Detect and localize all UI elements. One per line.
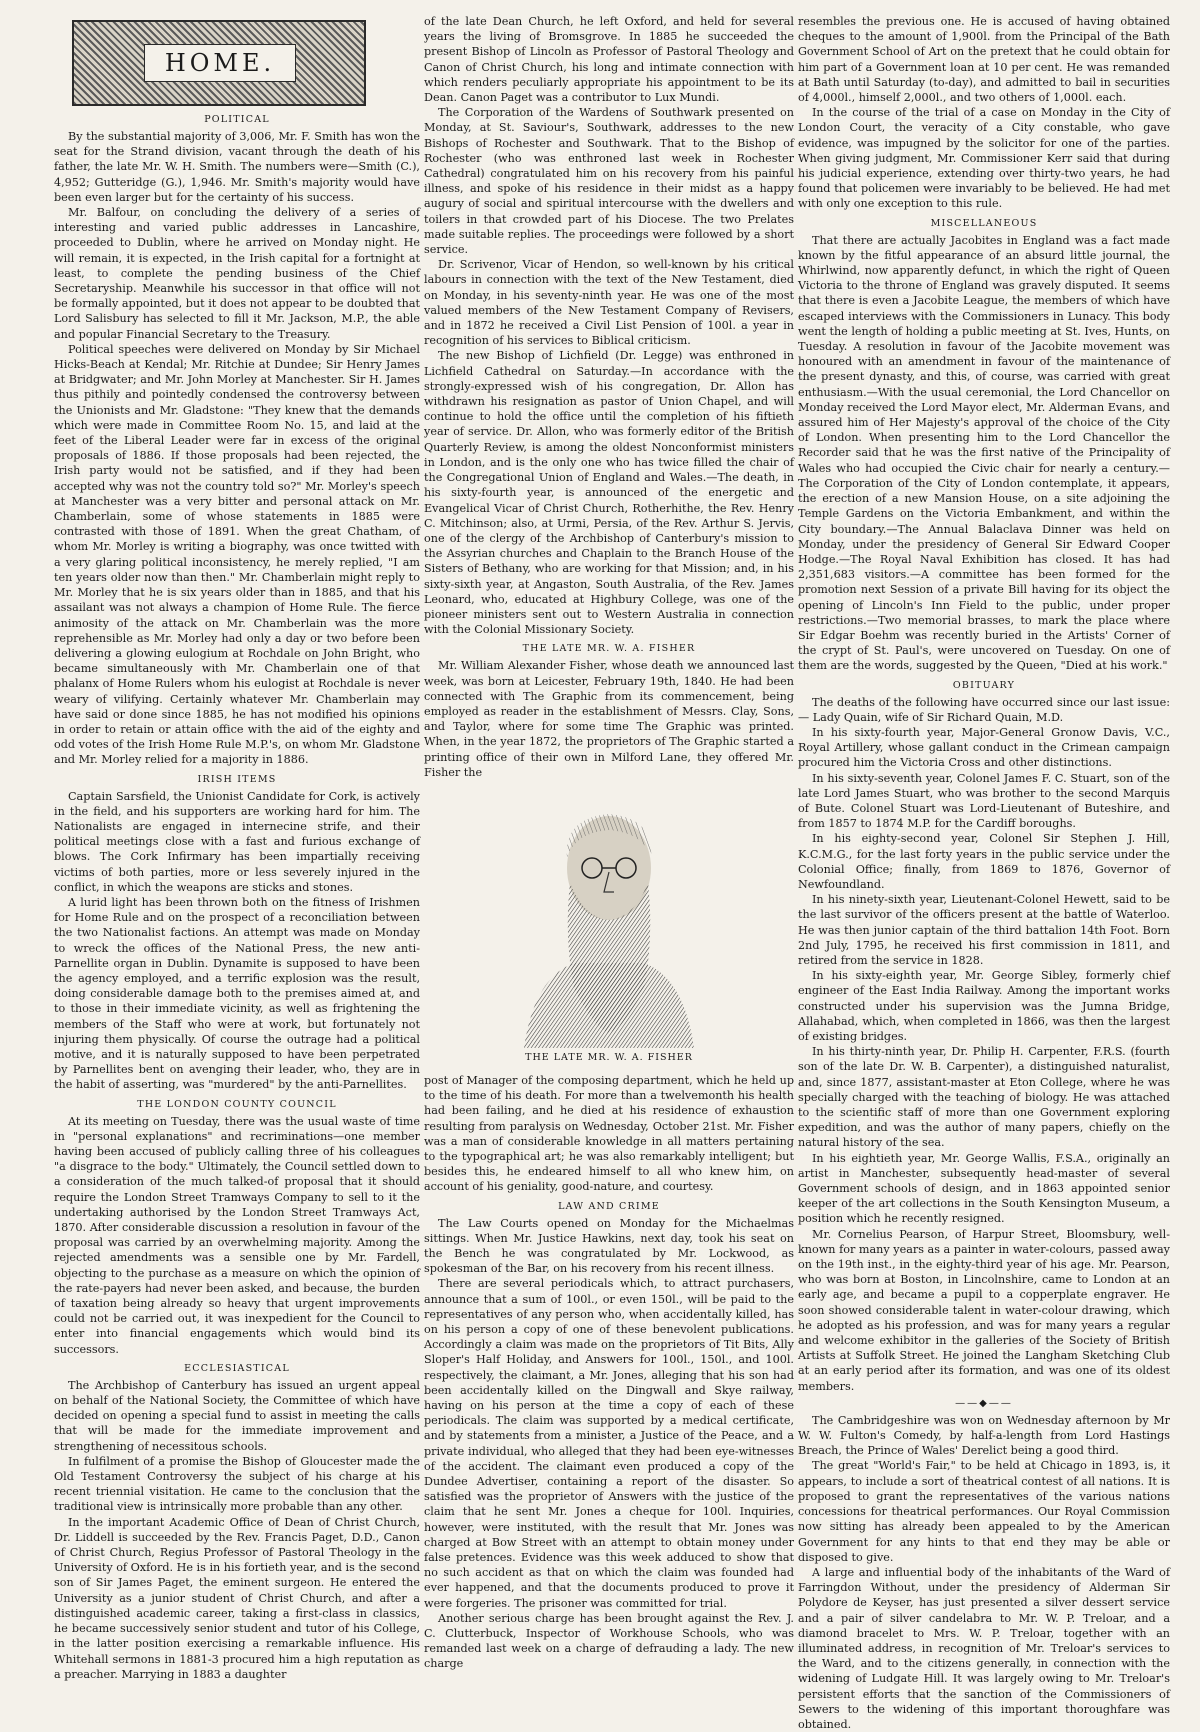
article-paragraph: In his sixty-eighth year, Mr. George Sibley, formerly chief engineer of the East India Railway. Among the important works constructed under his supervision was the Jumna Bridge, Allahabad, which, when completed in 1866, was then the largest of existing bridges. bbox=[798, 969, 1170, 1043]
home-masthead-banner bbox=[72, 20, 366, 106]
article-paragraph: The Archbishop of Canterbury has issued an urgent appeal on behalf of the National Society, the Committee of which have decided on opening a special fund to assist in meeting the calls that will be made for the immediate improvement and strengthening of necessitous schools. bbox=[54, 1378, 420, 1453]
portrait-caption: THE LATE MR. W. A. FISHER bbox=[525, 1051, 693, 1063]
article-paragraph: In his sixty-seventh year, Colonel James F. C. Stuart, son of the late Lord James Stuart, who was brother to the second Marquis of Bute. Colonel Stuart was Lord-Lieutenant of Buteshire, and from 1857 to 1874 M.P. for the Cardiff boroughs. bbox=[798, 771, 1170, 831]
masthead-title: HOME. bbox=[144, 44, 296, 82]
section-heading-political: POLITICAL bbox=[204, 114, 270, 125]
section-heading-ecclesiastical: ECCLESIASTICAL bbox=[184, 1362, 290, 1374]
article-paragraph: By the substantial majority of 3,006, Mr. F. Smith has won the seat for the Strand division, vacant through the death of his father, the late Mr. W. H. Smith. The numbers were—Smith (C.), 4,952; Gutteridge (G.), 1,946. Mr. Smith's majority would have been even larger but for the certainty of his success. bbox=[54, 130, 420, 204]
article-paragraph: Political speeches were delivered on Monday by Sir Michael Hicks-Beach at Kendal; Mr. Ritchie at Dundee; Sir Henry James at Bridgwater; and Mr. John Morley at Manchester. Sir H. James thus pithily and pointedly condensed the controversy between the Unionists and Mr. Gladstone: "They knew that the demands which were made in Committee Room No. 15, and laid at the feet of the Liberal Leader were far in excess of the original proposals of 1886. If those proposals had been rejected, the Irish party would not be satisfied, and if they had been accepted why was not the country told so?" Mr. Morley's speech at Manchester was a very bitter and personal attack on Mr. Chamberlain, some of whose statements in 1885 were contrasted with those of 1891. When the great Chatham, of whom Mr. Morley is writing a biography, was once twitted with a very glaring political inconsistency, he merely replied, "I am ten years older now than then." Mr. Chamberlain might reply to Mr. Morley that he is six years older than in 1885, and that his assailant was not always a champion of Home Rule. The fierce animosity of the attack on Mr. Chamberlain was the more reprehensible as Mr. Morley had only a day or two before been delivering a glowing eulogium at Rochdale on John Bright, who became simultaneously with Mr. Chamberlain one of that phalanx of Home Rulers whom his eulogist at Rochdale is never weary of vilifying. Certainly whatever Mr. Chamberlain may have said or done since 1885, he has not modified his opinions in order to retain or attain office with the aid of the eighty and odd votes of the Irish Home Rule M.P.'s, on whom Mr. Gladstone and Mr. Morley relied for a majority in 1886. bbox=[54, 342, 420, 767]
article-paragraph: In the important Academic Office of Dean of Christ Church, Dr. Liddell is succeeded by the Rev. Francis Paget, D.D., Canon of Christ Church, Regius Professor of Pastoral Theology in the University of Oxford. He is in his fortieth year, and is the second son of Sir James Paget, the eminent surgeon. He entered the University as a junior student of Christ Church, and after a distinguished academic career, taking a first-class in classics, he became successively senior student and tutor of his College, in the latter position exercising a remarkable influence. His Whitehall sermons in 1881-3 procured him a high reputation as a preacher. Marrying in 1883 a daughter bbox=[54, 1515, 420, 1681]
column-middle bbox=[424, 14, 794, 1671]
section-heading-obituary: OBITUARY bbox=[952, 679, 1016, 691]
article-paragraph: There are several periodicals which, to attract purchasers, announce that a sum of 100l., or even 150l., will be paid to the representatives of any person who, when accidentally killed, has on his person a copy of one of these benevolent publications. Accordingly a claim was made on the proprietors of Tit Bits, Ally Sloper's Half Holiday, and Answers for 100l., 150l., and 100l. respectively, the claimant, a Mr. Jones, alleging that his son had been accidentally killed on the Dingwall and Skye railway, having on his person at the time a copy of each of these periodicals. The claim was supported by a medical certificate, and by statements from a minister, a Justice of the Peace, and a private individual, who alleged that they had been eye-witnesses of the accident. The claimant even produced a copy of the Dundee Advertiser, containing a report of the disaster. So satisfied was the proprietor of Answers with the justice of the claim that he sent Mr. Jones a cheque for 100l. Inquiries, however, were instituted, with the result that Mr. Jones was charged at Bow Street with an attempt to obtain money under false pretences. Evidence was this week adduced to show that no such accident as that on which the claim was founded had ever happened, and that the documents produced to prove it were forgeries. The prisoner was committed for trial. bbox=[424, 1277, 794, 1610]
article-paragraph: post of Manager of the composing department, which he held up to the time of his death. For more than a twelvemonth his health had been failing, and he died at his residence of exhaustion resulting from paralysis on Wednesday, October 21st. Mr. Fisher was a man of considerable knowledge in all matters pertaining to the typographical art; he was also remarkably intelligent; but besides this, he endeared himself to all who knew him, on account of his geniality, good-nature, and courtesy. bbox=[424, 1073, 794, 1194]
article-paragraph: Captain Sarsfield, the Unionist Candidate for Cork, is actively in the field, and his supporters are working hard for him. The Nationalists are engaged in internecine strife, and their political meetings close with a fast and furious exchange of blows. The Cork Infirmary has been impartially receiving victims of both parties, more or less severely injured in the conflict, in which the weapons are sticks and stones. bbox=[54, 789, 420, 894]
article-paragraph: In the course of the trial of a case on Monday in the City of London Court, the veracity of a City constable, who gave evidence, was impugned by the solicitor for one of the parties. When giving judgment, Mr. Commissioner Kerr said that during his judicial experience, extending over thirty-two years, he had found that policemen were invariably to be believed. He had met with only one exception to this rule. bbox=[798, 106, 1170, 211]
article-paragraph: Another serious charge has been brought against the Rev. J. C. Clutterbuck, Inspector of Workhouse Schools, who was remanded last week on a charge of defrauding a lady. The new charge bbox=[424, 1611, 794, 1671]
column-right bbox=[798, 14, 1171, 1731]
bearded-man-portrait-icon bbox=[504, 788, 714, 1048]
article-paragraph: of the late Dean Church, he left Oxford, and held for several years the living of Bromsgrove. In 1885 he succeeded the present Bishop of Lincoln as Professor of Pastoral Theology and Canon of Christ Church, his long and intimate connection with which renders peculiarly appropriate his appointment to be its Dean. Canon Paget was a contributor to Lux Mundi. bbox=[424, 15, 794, 105]
column-left bbox=[54, 14, 420, 1681]
article-paragraph: The Law Courts opened on Monday for the Michaelmas sittings. When Mr. Justice Hawkins, next day, took his seat on the Bench he was congratulated by Mr. Lockwood, as spokesman of the Bar, on his recovery from his recent illness. bbox=[424, 1216, 794, 1276]
article-paragraph: In his sixty-fourth year, Major-General Gronow Davis, V.C., Royal Artillery, whose gallant conduct in the Crimean campaign procured him the Victoria Cross and other distinctions. bbox=[798, 725, 1170, 770]
article-paragraph: The deaths of the following have occurred since our last issue:— Lady Quain, wife of Sir Richard Quain, M.D. bbox=[798, 695, 1170, 724]
article-paragraph: That there are actually Jacobites in England was a fact made known by the fitful appearance of an absurd little journal, the Whirlwind, now apparently defunct, in which the right of Queen Victoria to the throne of England was gravely disputed. It seems that there is even a Jacobite League, the members of which have escaped interviews with the Commissioners in Lunacy. This body went the length of holding a public meeting at St. Ives, Hunts, on Tuesday. A resolution in favour of the Jacobite movement was honoured with an amendment in favour of the maintenance of the present dynasty, and this, of course, was carried with great enthusiasm.—With the usual ceremonial, the Lord Chancellor on Monday received the Lord Mayor elect, Mr. Alderman Evans, and assured him of Her Majesty's approval of the choice of the City of London. When presenting him to the Lord Chancellor the Recorder said that he was the first native of the Principality of Wales who had occupied the Civic chair for nearly a century.—The Corporation of the City of London contemplate, it appears, the erection of a new Mansion House, on a site adjoining the Temple Gardens on the Victoria Embankment, and within the City boundary.—The Annual Balaclava Dinner was held on Monday, under the presidency of General Sir Edward Cooper Hodge.—The Royal Naval Exhibition has closed. It has had 2,351,683 visitors.—A committee has been formed for the promotion next Session of a private Bill having for its object the opening of Lincoln's Inn Field to the public, under proper restrictions.—Two memorial brasses, to mark the place where Sir Edgar Boehm was recently buried in the Artists' Corner of the crypt of St. Paul's, were uncovered on Tuesday. On one of them are the words, suggested by the Queen, "Died at his work." bbox=[798, 233, 1171, 673]
article-paragraph: Mr. Cornelius Pearson, of Harpur Street, Bloomsbury, well-known for many years as a painter in water-colours, passed away on the 19th inst., in the eighty-third year of his age. Mr. Pearson, who was born at Boston, in Lincolnshire, came to London at an early age, and became a pupil to a copperplate engraver. He soon showed considerable talent in water-colour drawing, which he adopted as his profession, and was for many years a regular and welcome exhibitor in the galleries of the Society of British Artists at Suffolk Street. He joined the Langham Sketching Club at an early period after its formation, and was one of its oldest members. bbox=[798, 1227, 1170, 1393]
article-paragraph: In his thirty-ninth year, Dr. Philip H. Carpenter, F.R.S. (fourth son of the late Dr. W. B. Carpenter), a distinguished naturalist, and, since 1877, assistant-master at Eton College, where he was specially charged with the teaching of biology. He was attached to the scientific staff of more than one Government exploring expedition, and was the author of many papers, chiefly on the natural history of the sea. bbox=[798, 1045, 1170, 1150]
article-paragraph: resembles the previous one. He is accused of having obtained cheques to the amount of 1,900l. from the Principal of the Bath Government School of Art on the pretext that he could obtain for him part of a Government loan at 10 per cent. He was remanded at Bath until Saturday (to-day), and admitted to bail in securities of 4,000l., himself 2,000l., and two others of 1,000l. each. bbox=[798, 15, 1170, 105]
section-heading-london-county-council: THE LONDON COUNTY COUNCIL bbox=[137, 1098, 337, 1110]
section-heading-law-and-crime: LAW AND CRIME bbox=[558, 1200, 660, 1212]
article-paragraph: The Cambridgeshire was won on Wednesday afternoon by Mr W. W. Fulton's Comedy, by half-a-length from Lord Hastings Breach, the Prince of Wales' Derelict being a good third. bbox=[798, 1413, 1170, 1458]
article-paragraph: Mr. William Alexander Fisher, whose death we announced last week, was born at Leicester, February 19th, 1840. He had been connected with The Graphic from its commencement, being employed as reader in the establishment of Messrs. Clay, Sons, and Taylor, where for some time The Graphic was printed. When, in the year 1872, the proprietors of The Graphic started a printing office of their own in Milford Lane, they offered Mr. Fisher the bbox=[424, 659, 794, 779]
portrait-engraving bbox=[504, 788, 714, 1048]
article-paragraph: Mr. Balfour, on concluding the delivery of a series of interesting and varied public addresses in Lancashire, proceeded to Dublin, where he arrived on Monday night. He will remain, it is expected, in the Irish capital for a fortnight at least, to complete the pending business of the Chief Secretaryship. Meanwhile his successor in that office will not be formally appointed, but it does not appear to be doubted that Lord Salisbury has selected to fill it Mr. Jackson, M.P., the able and popular Financial Secretary to the Treasury. bbox=[54, 206, 420, 341]
article-paragraph: The great "World's Fair," to be held at Chicago in 1893, is, it appears, to include a sort of theatrical contest of all nations. It is proposed to grant the representatives of the various nations concessions for theatrical performances. Our Royal Commission now sitting has already been appealed to by the American Government for any hints to that end they may be able or disposed to give. bbox=[798, 1459, 1170, 1564]
article-paragraph: A lurid light has been thrown both on the fitness of Irishmen for Home Rule and on the prospect of a reconciliation between the two Nationalist factions. An attempt was made on Monday to wreck the offices of the National Press, the new anti-Parnellite organ in Dublin. Dynamite is supposed to have been the agency employed, and a terrific explosion was the result, doing considerable damage both to the premises aimed at, and to those in their immediate vicinity, as well as frightening the members of the Staff who were at work, but fortunately not injuring them physically. Of course the outrage had a political motive, and it is naturally supposed to have been perpetrated by Parnellites bent on avenging their leader, who, they are in the habit of asserting, was "murdered" by the anti-Parnellites. bbox=[54, 895, 420, 1092]
article-paragraph: Dr. Scrivenor, Vicar of Hendon, so well-known by his critical labours in connection with the text of the New Testament, died on Monday, in his seventy-ninth year. He was one of the most valued members of the New Testament Company of Revisers, and in 1872 he received a Civil List Pension of 100l. a year in recognition of his services to Biblical criticism. bbox=[424, 258, 794, 348]
article-paragraph: In his eightieth year, Mr. George Wallis, F.S.A., originally an artist in Manchester, subsequently head-master of several Government schools of design, and in 1863 appointed senior keeper of the art collections in the South Kensington Museum, a position which he recently resigned. bbox=[798, 1151, 1170, 1226]
article-paragraph: The Corporation of the Wardens of Southwark presented on Monday, at St. Saviour's, Southwark, addresses to the new Bishops of Rochester and Southwark. That to the Bishop of Rochester (who was enthroned last week in Rochester Cathedral) congratulated him on his recovery from his painful illness, and spoke of his residence in their midst as a happy augury of social and spiritual intercourse with the dwellers and toilers in that crowded part of his Diocese. The two Prelates made suitable replies. The proceedings were followed by a short service. bbox=[424, 106, 794, 257]
section-heading-miscellaneous: MISCELLANEOUS bbox=[930, 217, 1038, 229]
article-paragraph: In his ninety-sixth year, Lieutenant-Colonel Hewett, said to be the last survivor of the officers present at the battle of Waterloo. He was then junior captain of the third battalion 14th Foot. Born 2nd July, 1795, he received his first commission in 1811, and retired from the service in 1828. bbox=[798, 893, 1170, 967]
section-divider: ——◆—— bbox=[955, 1397, 1013, 1409]
article-paragraph: In fulfilment of a promise the Bishop of Gloucester made the Old Testament Controversy the subject of his charge at his recent triennial visitation. He came to the conclusion that the traditional view is intrinsically more probable than any other. bbox=[54, 1454, 420, 1514]
article-paragraph: At its meeting on Tuesday, there was the usual waste of time in "personal explanations" and recriminations—one member having been accused of publicly calling three of his colleagues "a disgrace to the body." Ultimately, the Council settled down to a consideration of the much talked-of proposal that it should require the London Street Tramways Company to sell to it the undertaking authorised by the London Street Tramways Act, 1870. After considerable discussion a resolution in favour of the proposal was carried by an overwhelming majority. Among the rejected amendments was a sensible one by Mr. Fardell, objecting to the purchase as a measure on which the opinion of the rate-payers had never been asked, and because, the burden of taxation being already so heavy that urgent improvements could not be carried out, it was inexpedient for the Council to enter into financial engagements which would bind its successors. bbox=[54, 1114, 420, 1356]
article-paragraph: A large and influential body of the inhabitants of the Ward of Farringdon Without, under the presidency of Alderman Sir Polydore de Keyser, has just presented a silver dessert service and a pair of silver candelabra to Mr. W. P. Treloar, and a diamond bracelet to Mrs. W. P. Treloar, together with an illuminated address, in recognition of Mr. Treloar's services to the Ward, and to the citizens generally, in connection with the widening of Ludgate Hill. It was largely owing to Mr. Treloar's persistent efforts that the sanction of the Commissioners of Sewers to the widening of this important thoroughfare was obtained. bbox=[798, 1565, 1170, 1731]
section-heading-late-mr-fisher: THE LATE MR. W. A. FISHER bbox=[522, 643, 696, 655]
section-heading-irish-items: IRISH ITEMS bbox=[197, 773, 277, 785]
article-paragraph: In his eighty-second year, Colonel Sir Stephen J. Hill, K.C.M.G., for the last forty years in the public service under the Colonial Office; finally, from 1869 to 1876, Governor of Newfoundland. bbox=[798, 832, 1170, 891]
article-paragraph: The new Bishop of Lichfield (Dr. Legge) was enthroned in Lichfield Cathedral on Saturday.—In accordance with the strongly-expressed wish of his congregation, Dr. Allon has withdrawn his resignation as pastor of Union Chapel, and will continue to hold the office until the completion of his fiftieth year of service. Dr. Allon, who was formerly editor of the British Quarterly Review, is among the oldest Nonconformist ministers in London, and is the only one who has twice filled the chair of the Congregational Union of England and Wales.—The death, in his sixty-fourth year, is announced of the energetic and Evangelical Vicar of Christ Church, Rotherhithe, the Rev. Henry C. Mitchinson; also, at Urmi, Persia, of the Rev. Arthur S. Jervis, one of the clergy of the Archbishop of Canterbury's mission to the Assyrian churches and Chaplain to the Branch House of the Sisters of Bethany, who are working for that Mission; and, in his sixty-sixth year, at Angaston, South Australia, of the Rev. James Leonard, who, educated at Highbury College, was one of the pioneer ministers sent out to Western Australia in connection with the Colonial Missionary Society. bbox=[424, 349, 794, 637]
